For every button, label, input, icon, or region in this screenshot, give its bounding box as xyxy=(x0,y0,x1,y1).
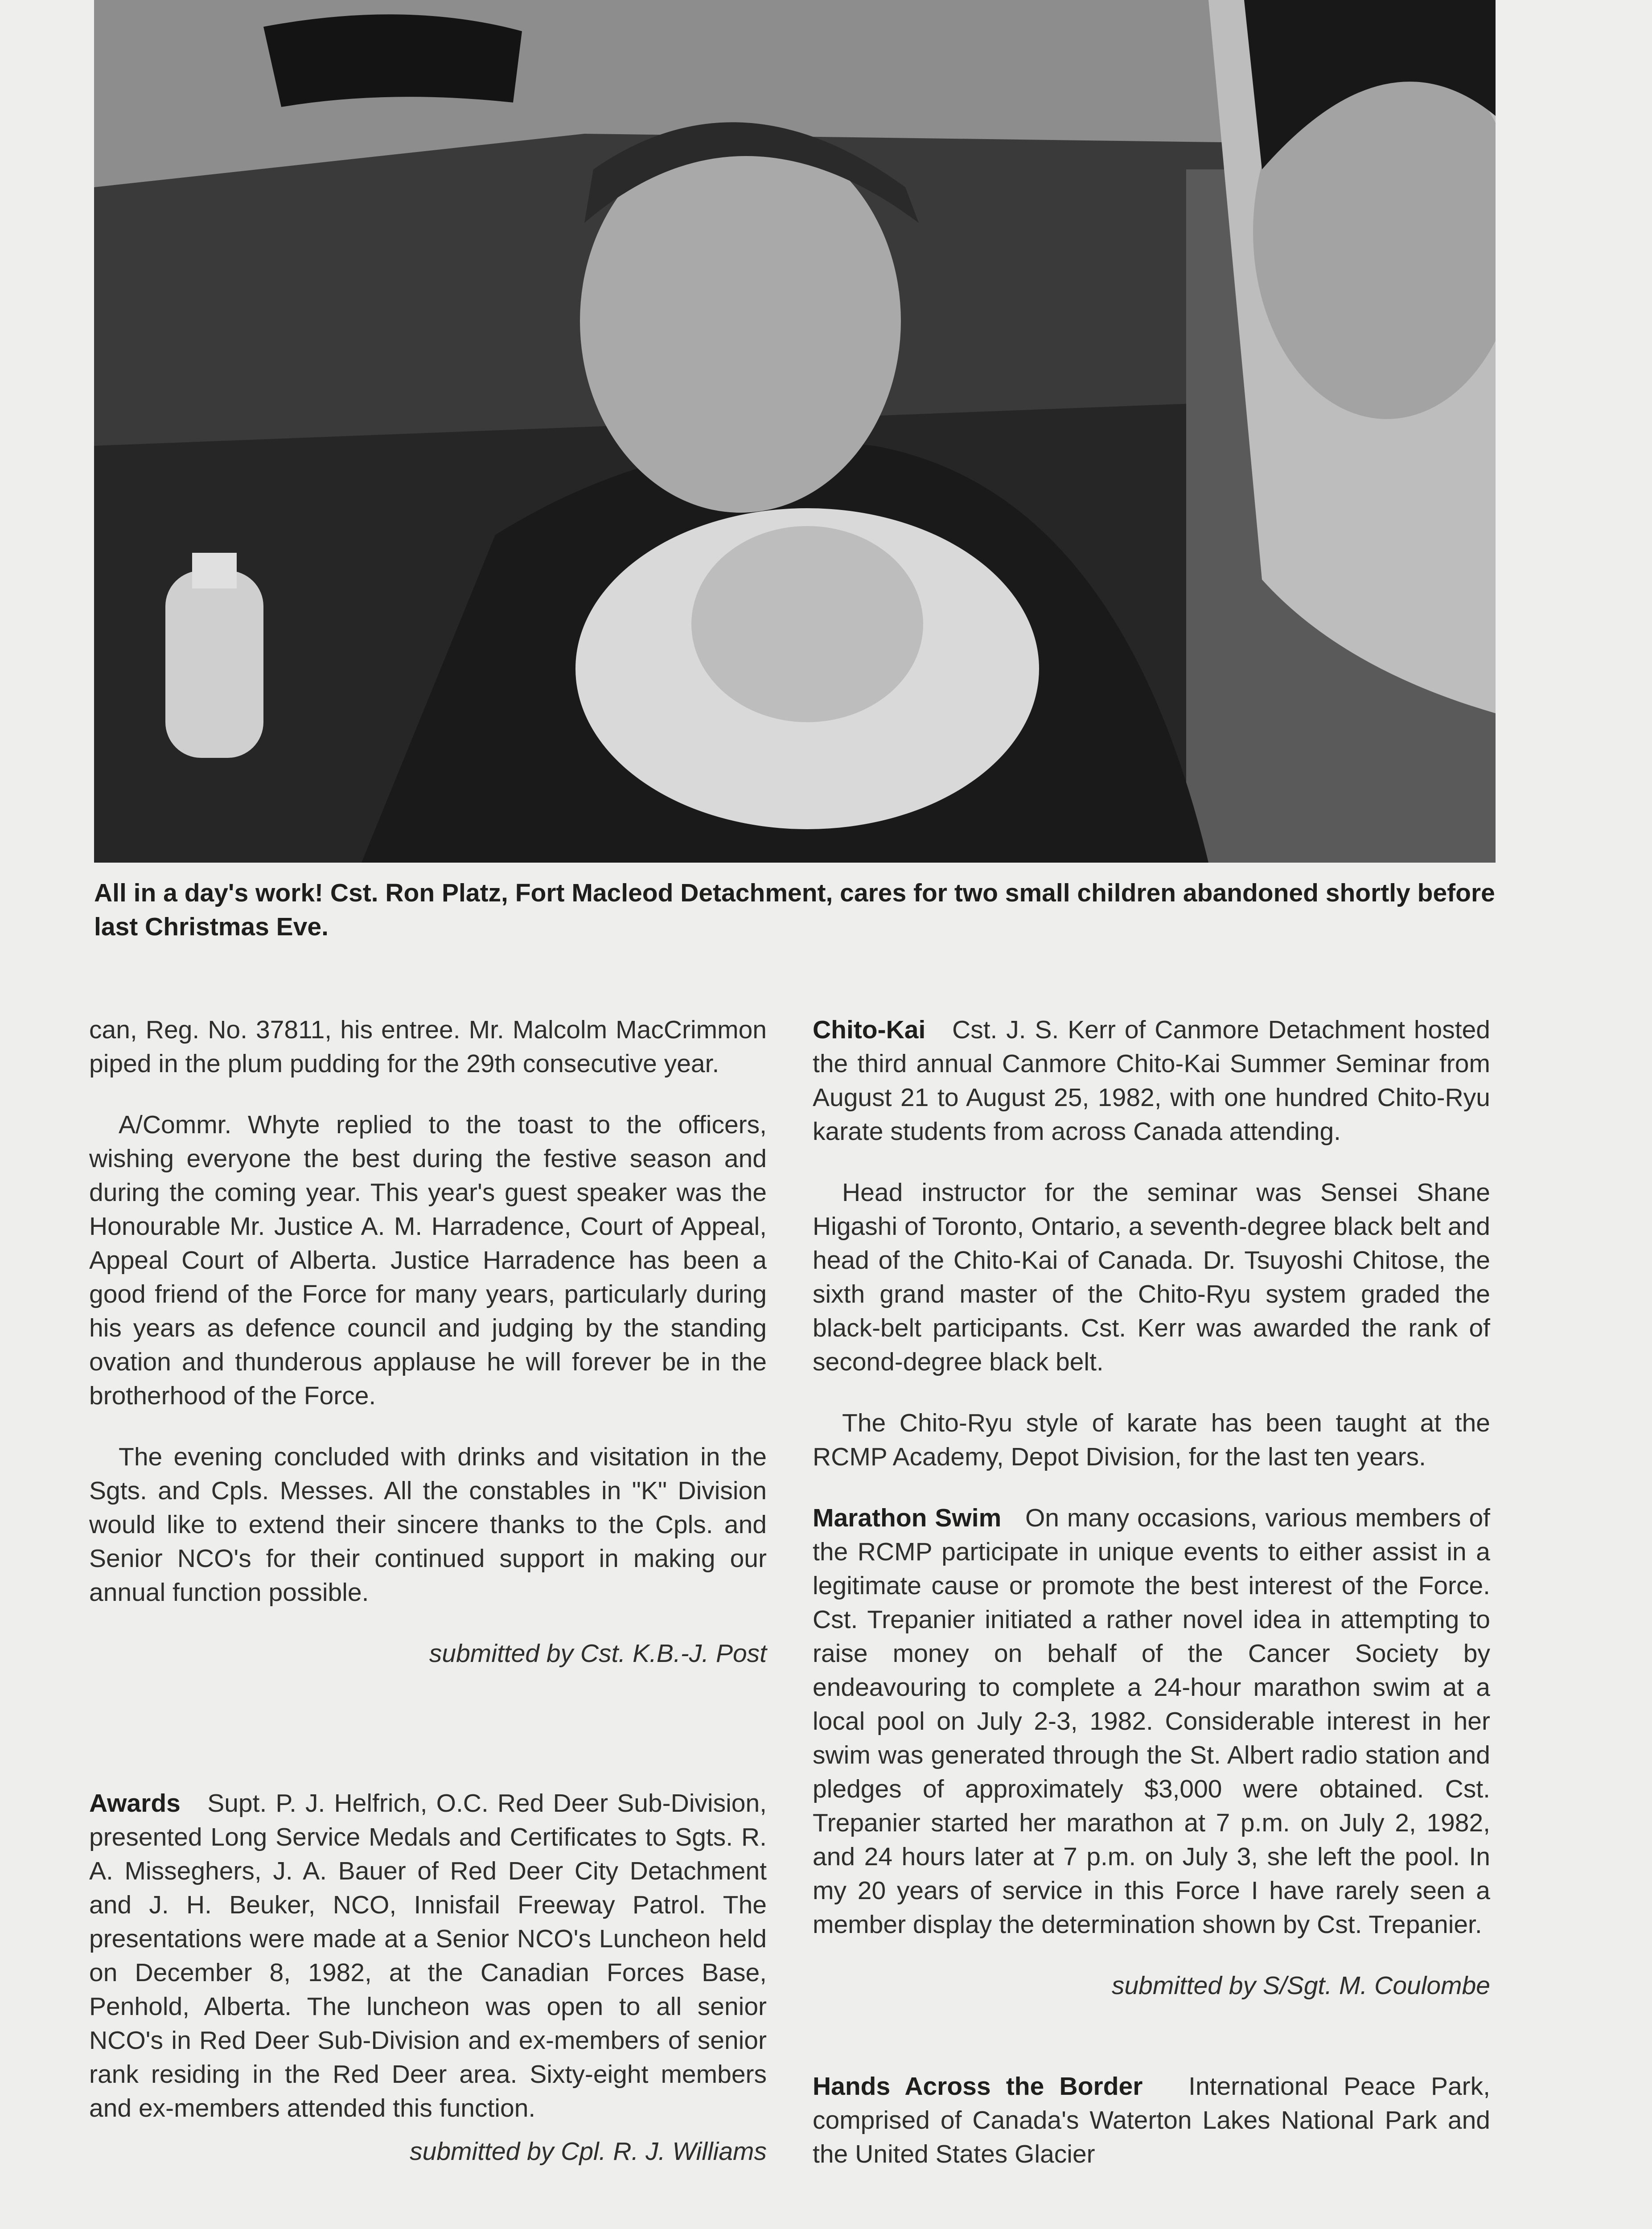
byline: submitted by Cpl. R. J. Williams xyxy=(410,2137,767,2166)
awards-section xyxy=(89,1786,767,2125)
section-text: Supt. P. J. Helfrich, O.C. Red Deer Sub-Division, presented Long Service Medals and Certificates to Sgts. R. A. Misseghers, J. A. Bauer of Red Deer City Detachment and J. H. Beuker, NCO, Innisfail Freeway Patrol. The presentations were made at a Senior NCO's Luncheon held on December 8, 1982, at the Canadian Forces Base, Penhold, Alberta. The luncheon was open to all senior NCO's in Red Deer Sub-Division and ex-members of senior rank residing in the Red Deer area. Sixty-eight members and ex-members attended this function. xyxy=(89,1789,767,2122)
section-heading-awards: Awards xyxy=(89,1789,181,1818)
byline: submitted by S/Sgt. M. Coulombe xyxy=(1111,1971,1490,2000)
paragraph: Head instructor for the seminar was Sensei Shane Higashi of Toronto, Ontario, a seventh-degree black belt and head of the Chito-Kai of Canada. Dr. Tsuyoshi Chitose, the sixth grand master of the Chito-Ryu system graded the black-belt participants. Cst. Kerr was awarded the rank of second-degree black belt. xyxy=(813,1178,1490,1376)
photo-caption: All in a day's work! Cst. Ron Platz, Fort Macleod Detachment, cares for two small children abandoned shortly before last Christmas Eve. xyxy=(94,879,1495,941)
section-heading-hands-across-border: Hands Across the Border xyxy=(813,2072,1143,2101)
photo-officer-with-children xyxy=(94,0,1496,863)
marathon-swim-section xyxy=(813,1501,1490,1941)
section-text: International Peace Park, comprised of Canada's Waterton Lakes National Park and the United States Glacier xyxy=(813,2072,1490,2168)
right-column xyxy=(813,1013,1490,2198)
section-text: Cst. J. S. Kerr of Canmore Detachment hosted the third annual Canmore Chito-Kai Summer Seminar from August 21 to August 25, 1982, with one hundred Chito-Ryu karate students from across Canada attending. xyxy=(813,1016,1490,1146)
paragraph: can, Reg. No. 37811, his entree. Mr. Malcolm MacCrimmon piped in the plum pudding for the 29th consecutive year. xyxy=(89,1016,767,1078)
left-column xyxy=(89,1013,767,2229)
paragraph: A/Commr. Whyte replied to the toast to the officers, wishing everyone the best during the festive season and during the coming year. This year's guest speaker was the Honourable Mr. Justice A. M. Harradence, Court of Appeal, Appeal Court of Alberta. Justice Harradence has been a good friend of the Force for many years, particularly during his years as defence council and judging by the standing ovation and thunderous applause he will forever be in the brotherhood of the Force. xyxy=(89,1110,767,1410)
chito-kai-section xyxy=(813,1013,1490,1148)
section-text: On many occasions, various members of the RCMP participate in unique events to either assist in a legitimate cause or promote the best interest of the Force. Cst. Trepanier initiated a rather novel idea in attempting to raise money on behalf of the Cancer Society by endeavouring to complete a 24-hour marathon swim at a local pool on July 2-3, 1982. Considerable interest in her swim was generated through the St. Albert radio station and pledges of approximately $3,000 were obtained. Cst. Trepanier started her marathon at 7 p.m. on July 2, 1982, and 24 hours later at 7 p.m. on July 3, she left the pool. In my 20 years of service in this Force I have rarely seen a member display the determination shown by Cst. Trepanier. xyxy=(813,1504,1490,1939)
hands-across-border-section xyxy=(813,2069,1490,2171)
section-heading-marathon-swim: Marathon Swim xyxy=(813,1504,1002,1532)
section-heading-chito-kai: Chito-Kai xyxy=(813,1016,926,1044)
byline: submitted by Cst. K.B.-J. Post xyxy=(429,1639,767,1668)
paragraph: The evening concluded with drinks and visitation in the Sgts. and Cpls. Messes. All the constables in "K" Division would like to extend their sincere thanks to the Cpls. and Senior NCO's for their continued support in making our annual function possible. xyxy=(89,1443,767,1607)
paragraph: The Chito-Ryu style of karate has been taught at the RCMP Academy, Depot Division, for the last ten years. xyxy=(813,1409,1490,1471)
